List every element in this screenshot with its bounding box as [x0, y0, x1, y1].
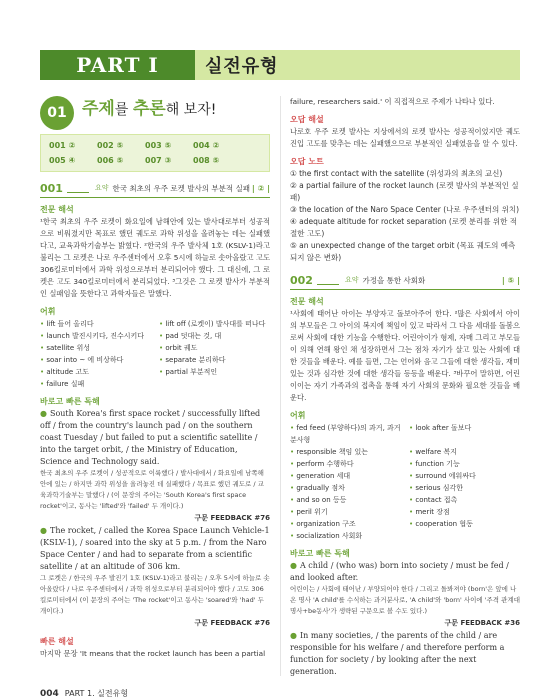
- translation-heading: 전문 해석: [40, 205, 74, 214]
- vocab-item: • generation 세대: [290, 470, 401, 482]
- vocab-heading: 어휘: [290, 411, 306, 420]
- question-number: 002: [290, 274, 313, 287]
- vocab-item: • look after 돌보다: [409, 422, 520, 446]
- vocab-item: • fed feed (부양하다)의 과거, 과거분사형: [290, 422, 401, 446]
- solution-continued: failure, researchers said.' 이 직접적으로 주제가 나타나 있다.: [290, 97, 495, 106]
- translation-text: ¹사회에 태어난 아이는 부양자고 돌보아주어 한다. ²많은 사회에서 아이의 부모들은 그 아이의 복지에 책임이 있고 따라서 그 다음 세대를 돌봄으로써 사회에 대한 기능을 수행한다. 어린아이가 형제, 자매 그리고 부모들이 의해 연해 왕인 채 성장하면서 그는 점차 자기가 살고 있는 사회에 대한 것들을 배운다. 예를 들면, 그는 언어와 음고 그들에 대한 생각들, 재미있는 것과 심각한 것에 대한 생각들 등등을 배운다. ³바꾸어 말하면, 어린이이는 자기 가족과의 접촉을 통해 자기 사회의 문화와 필요한 것들을 배운다.: [290, 309, 520, 402]
- translation-heading: 전문 해석: [290, 297, 324, 306]
- vocab-item: • lift 들어 올리다: [40, 318, 151, 330]
- answer-item: 002 ⑤: [97, 141, 124, 150]
- question-answer: | ⑤ |: [501, 276, 520, 285]
- sentence-korean: 한국 최초의 우주 로켓이 / 성공적으로 이륙했다 / 발사대에서 / 화요일에 남쪽해안에 있는 / 하지만 과학 위성을 올려놓진 데 실패했다 / 목표로 했던 궤도로 / 교육과학기술부는 말했다 / (이 문장의 주어는 'South Korea's first space rocket'이고, 동사는 'lifted'와 'failed' 두 개이다.): [40, 469, 264, 510]
- answer-blank: [67, 185, 89, 193]
- vocab-list: [40, 318, 270, 390]
- answer-item: 006 ⑤: [97, 156, 124, 165]
- question-summary: 가정을 통한 사회화: [362, 276, 426, 285]
- note-item: ⑤ an unexpected change of the target orbit (목표 궤도의 예측되지 않은 변화): [290, 241, 516, 262]
- vocab-item: • lift off (로켓이) 발사대를 떠나다: [159, 318, 270, 330]
- sentence-english: ● A child / (who was) born into society / must be fed / and looked after.: [290, 561, 509, 582]
- vocab-item: • failure 실패: [40, 378, 151, 390]
- answer-item: 008 ⑤: [193, 156, 220, 165]
- page-footer: [40, 688, 128, 699]
- answer-blank: [317, 277, 339, 285]
- answer-item: 007 ③: [145, 156, 172, 165]
- vocab-item: • cooperation 협동: [409, 518, 520, 530]
- note-item: ③ the location of the Naro Space Center (나로 우주센터의 위치): [290, 205, 520, 214]
- question-summary: 한국 최초의 우주 로켓 발사의 부분적 실패: [112, 184, 250, 193]
- wrong-note-heading: 오답 노트: [290, 157, 324, 166]
- answer-item: 005 ④: [49, 156, 76, 165]
- note-item: ① the first contact with the satellite (위성과의 최초의 교신): [290, 169, 503, 178]
- sentence-english: ● The rocket, / called the Korea Space Launch Vehicle-1 (KSLV-1), / soared into the sky at 5 p.m. / from the Naro Space Center / and had to separate from a scientific satellite / at an altitude of 306 km.: [40, 526, 270, 571]
- answer-item: 003 ⑤: [145, 141, 172, 150]
- vocab-item: • separate 분리하다: [159, 354, 270, 366]
- vocab-item: • peril 위기: [290, 506, 401, 518]
- reading-heading: 바로고 빠른 독해: [40, 397, 100, 406]
- summary-tag: 요약: [344, 276, 359, 284]
- wrong-note-list: [290, 168, 520, 264]
- vocab-item: • and so on 등등: [290, 494, 401, 506]
- vocab-item: • perform 수행하다: [290, 458, 401, 470]
- vocab-item: • satellite 위성: [40, 342, 151, 354]
- sentence-korean: 그 로켓은 / 한국의 우주 발진기 1호 (KSLV-1)라고 불리는 / 오후 5시에 하늘로 솟아올랐다 / 나로 우주센터에서 / 과학 위성으로부터 분리되어야 했다 / 고도 306킬로미터에서 (이 문장의 주어는 'The rocket'이고 동사는 'soared'와 'had' 두 개이다.): [40, 574, 270, 615]
- solution-text: 마지막 문장 'It means that the rocket launch has been a partial: [40, 649, 266, 658]
- vocab-item: • organization 구조: [290, 518, 401, 530]
- question-header: [40, 182, 270, 198]
- right-column: [290, 96, 520, 678]
- feedback-ref: 구문 FEEDBACK #76: [194, 619, 270, 627]
- chapter-slogan: 주제를 추론해 보자!: [82, 99, 217, 119]
- vocab-item: • orbit 궤도: [159, 342, 270, 354]
- note-item: ④ adequate altitude for rocket separation (로켓 분리를 위한 적절한 고도): [290, 217, 517, 238]
- column-divider: [280, 96, 281, 676]
- summary-tag: 요약: [94, 184, 109, 192]
- reading-heading: 바로고 빠른 독해: [290, 549, 350, 558]
- vocab-item: • launch 발진시키다, 진수시키다: [40, 330, 151, 342]
- explanation-heading: 오답 해설: [290, 115, 324, 124]
- translation-text: ¹한국 최초의 우주 로켓이 화요일에 남해안에 있는 발사대로부터 성공적으로 비워졌지만 목표로 했던 궤도로 과학 위성을 올려놓는 데는 실패했다고, 교육과학기술부는 밝혔다. ²한국의 우주 발사체 1호 (KSLV-1)라고 불리는 그 로켓은 나로 우주센터에서 오후 5시에 하늘로 솟아올랐고 고도 306킬로미터에서 과학 위성으로부터 분리되어야 했다. 그 대신에, 그 로켓은 고도 340킬로미터에서 분리되었다. ³그것은 그 로켓 발사가 부분적인 실패임을 뜻한다고 과학자들은 말했다.: [40, 217, 270, 298]
- question-header: [290, 274, 520, 290]
- vocab-item: • function 기능: [409, 458, 520, 470]
- vocab-item: • merit 장점: [409, 506, 520, 518]
- part-label: PART Ⅰ: [40, 50, 195, 80]
- vocab-item: • soar into ~ 에 비상하다: [40, 354, 151, 366]
- feedback-ref: 구문 FEEDBACK #36: [444, 619, 520, 627]
- vocab-item: • contact 접촉: [409, 494, 520, 506]
- vocab-item: • altitude 고도: [40, 366, 151, 378]
- sentence-english: ● In many societies, / the parents of the child / are responsible for his welfare / and therefore perform a function for society / by looking after the next generation.: [290, 631, 505, 676]
- solution-heading: 빠른 해설: [40, 637, 74, 646]
- vocab-list: [290, 422, 520, 542]
- chapter-number: 01: [40, 96, 74, 130]
- question-answer: | ② |: [251, 184, 270, 193]
- chapter-banner: [40, 96, 270, 130]
- vocab-item: • socialization 사회화: [290, 530, 401, 542]
- sentence-korean: 어린이는 / 사회에 태어난 / 부양되어야 한다 / 그리고 돌봐져야 (born'은 앞에 나온 명사 'A child'를 수식하는 과거분사로, 'A child'와 'born' 사이에 '주격 관계대명사+be동사'가 생략된 구문으로 볼 수도 있다.): [290, 585, 520, 615]
- sentence-english: ● South Korea's first space rocket / successfully lifted off / from the country's launch pad / on the southern coast Tuesday / but failed to put a scientific satellite / into the target orbit, / the Ministry of Education, Science and Technology said.: [40, 409, 261, 466]
- vocab-item: • pad 덧대는 것, 대: [159, 330, 270, 342]
- page-title: 실전유형: [205, 56, 279, 77]
- feedback-ref: 구문 FEEDBACK #76: [194, 514, 270, 522]
- vocab-item: • responsible 책임 있는: [290, 446, 401, 458]
- vocab-item: • partial 부분적인: [159, 366, 270, 378]
- question-number: 001: [40, 182, 63, 195]
- vocab-item: • surround 에워싸다: [409, 470, 520, 482]
- vocab-item: • welfare 복지: [409, 446, 520, 458]
- vocab-item: • gradually 점차: [290, 482, 401, 494]
- answer-item: 001 ②: [49, 141, 76, 150]
- vocab-heading: 어휘: [40, 307, 56, 316]
- page-number: 004: [40, 689, 59, 699]
- answer-key: [40, 134, 270, 172]
- footer-section: PART 1. 실전유형: [64, 689, 129, 698]
- note-item: ② a partial failure of the rocket launch (로켓 발사의 부분적인 실패): [290, 181, 519, 202]
- answer-item: 004 ②: [193, 141, 220, 150]
- vocab-item: • serious 심각한: [409, 482, 520, 494]
- left-column: [40, 96, 270, 660]
- explanation-text: 나로호 우주 로켓 발사는 지상에서의 로켓 발사는 성공적이었지만 궤도 진입 고도를 맞추는 데는 실패했으므로 부분적인 실패였음을 알 수 있다.: [290, 127, 520, 148]
